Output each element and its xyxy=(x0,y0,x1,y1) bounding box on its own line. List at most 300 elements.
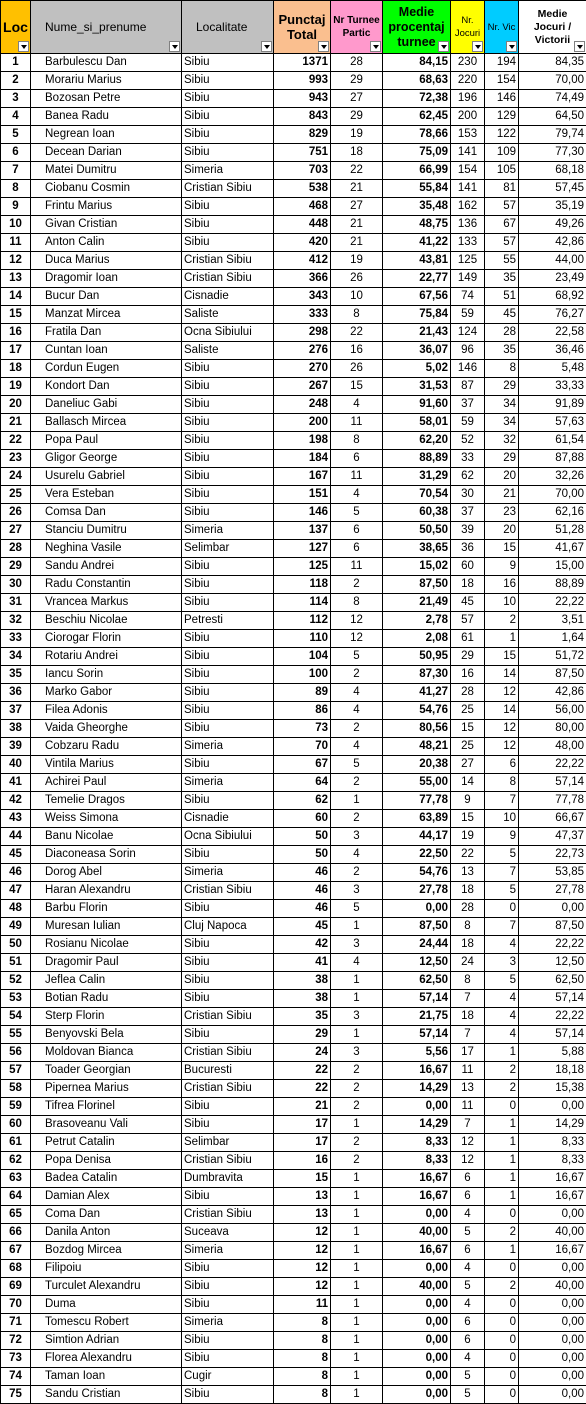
cell-average[interactable]: 35,19 xyxy=(519,198,586,216)
cell-city[interactable]: Sibiu xyxy=(182,144,274,162)
cell-average[interactable]: 32,26 xyxy=(519,468,586,486)
cell-tournaments[interactable]: 3 xyxy=(331,882,383,900)
cell-average[interactable]: 8,33 xyxy=(519,1134,586,1152)
cell-city[interactable]: Sibiu xyxy=(182,756,274,774)
cell-player-name[interactable]: Gligor George xyxy=(31,450,182,468)
cell-rank[interactable]: 65 xyxy=(1,1206,31,1224)
cell-points[interactable]: 73 xyxy=(274,720,331,738)
cell-rank[interactable]: 47 xyxy=(1,882,31,900)
cell-tournaments[interactable]: 5 xyxy=(331,504,383,522)
cell-player-name[interactable]: Turculet Alexandru xyxy=(31,1278,182,1296)
cell-player-name[interactable]: Vintila Marius xyxy=(31,756,182,774)
cell-points[interactable]: 943 xyxy=(274,90,331,108)
cell-points[interactable]: 35 xyxy=(274,1008,331,1026)
cell-tournaments[interactable]: 3 xyxy=(331,1044,383,1062)
cell-percentage[interactable]: 5,02 xyxy=(383,360,451,378)
cell-games[interactable]: 19 xyxy=(451,828,485,846)
cell-city[interactable]: Sibiu xyxy=(182,90,274,108)
cell-points[interactable]: 276 xyxy=(274,342,331,360)
cell-average[interactable]: 48,00 xyxy=(519,738,586,756)
cell-average[interactable]: 0,00 xyxy=(519,1206,586,1224)
cell-city[interactable]: Sibiu xyxy=(182,1350,274,1368)
cell-percentage[interactable]: 27,78 xyxy=(383,882,451,900)
cell-city[interactable]: Sibiu xyxy=(182,198,274,216)
cell-games[interactable]: 4 xyxy=(451,1260,485,1278)
cell-percentage[interactable]: 31,29 xyxy=(383,468,451,486)
cell-average[interactable]: 47,37 xyxy=(519,828,586,846)
cell-percentage[interactable]: 0,00 xyxy=(383,1206,451,1224)
cell-points[interactable]: 50 xyxy=(274,846,331,864)
cell-tournaments[interactable]: 12 xyxy=(331,612,383,630)
cell-wins[interactable]: 2 xyxy=(485,1080,519,1098)
cell-city[interactable]: Sibiu xyxy=(182,1098,274,1116)
cell-points[interactable]: 703 xyxy=(274,162,331,180)
cell-points[interactable]: 270 xyxy=(274,360,331,378)
cell-games[interactable]: 220 xyxy=(451,72,485,90)
cell-points[interactable]: 86 xyxy=(274,702,331,720)
cell-wins[interactable]: 2 xyxy=(485,1062,519,1080)
cell-player-name[interactable]: Benyovski Bela xyxy=(31,1026,182,1044)
cell-city[interactable]: Saliste xyxy=(182,342,274,360)
filter-dropdown-icon[interactable] xyxy=(318,41,329,52)
cell-points[interactable]: 333 xyxy=(274,306,331,324)
cell-percentage[interactable]: 84,15 xyxy=(383,54,451,72)
cell-wins[interactable]: 7 xyxy=(485,792,519,810)
cell-average[interactable]: 22,22 xyxy=(519,936,586,954)
cell-wins[interactable]: 21 xyxy=(485,486,519,504)
cell-rank[interactable]: 31 xyxy=(1,594,31,612)
cell-city[interactable]: Simeria xyxy=(182,774,274,792)
cell-wins[interactable]: 7 xyxy=(485,864,519,882)
cell-percentage[interactable]: 55,84 xyxy=(383,180,451,198)
cell-wins[interactable]: 23 xyxy=(485,504,519,522)
cell-rank[interactable]: 71 xyxy=(1,1314,31,1332)
cell-tournaments[interactable]: 4 xyxy=(331,738,383,756)
cell-tournaments[interactable]: 2 xyxy=(331,1080,383,1098)
cell-rank[interactable]: 70 xyxy=(1,1296,31,1314)
cell-points[interactable]: 127 xyxy=(274,540,331,558)
cell-games[interactable]: 39 xyxy=(451,522,485,540)
cell-wins[interactable]: 0 xyxy=(485,900,519,918)
cell-rank[interactable]: 35 xyxy=(1,666,31,684)
filter-dropdown-icon[interactable] xyxy=(574,41,585,52)
cell-player-name[interactable]: Filea Adonis xyxy=(31,702,182,720)
cell-points[interactable]: 200 xyxy=(274,414,331,432)
cell-points[interactable]: 104 xyxy=(274,648,331,666)
cell-games[interactable]: 13 xyxy=(451,864,485,882)
cell-rank[interactable]: 24 xyxy=(1,468,31,486)
cell-city[interactable]: Sibiu xyxy=(182,900,274,918)
cell-percentage[interactable]: 21,49 xyxy=(383,594,451,612)
cell-games[interactable]: 8 xyxy=(451,918,485,936)
cell-percentage[interactable]: 35,48 xyxy=(383,198,451,216)
cell-city[interactable]: Sibiu xyxy=(182,972,274,990)
cell-city[interactable]: Bucuresti xyxy=(182,1062,274,1080)
cell-city[interactable]: Sibiu xyxy=(182,558,274,576)
cell-wins[interactable]: 10 xyxy=(485,810,519,828)
cell-tournaments[interactable]: 1 xyxy=(331,972,383,990)
cell-city[interactable]: Sibiu xyxy=(182,378,274,396)
cell-tournaments[interactable]: 1 xyxy=(331,792,383,810)
cell-points[interactable]: 125 xyxy=(274,558,331,576)
cell-tournaments[interactable]: 6 xyxy=(331,450,383,468)
cell-rank[interactable]: 73 xyxy=(1,1350,31,1368)
cell-city[interactable]: Sibiu xyxy=(182,684,274,702)
cell-average[interactable]: 57,45 xyxy=(519,180,586,198)
cell-player-name[interactable]: Neghina Vasile xyxy=(31,540,182,558)
cell-games[interactable]: 17 xyxy=(451,1044,485,1062)
cell-average[interactable]: 76,27 xyxy=(519,306,586,324)
cell-tournaments[interactable]: 4 xyxy=(331,486,383,504)
cell-games[interactable]: 6 xyxy=(451,1242,485,1260)
cell-tournaments[interactable]: 8 xyxy=(331,594,383,612)
cell-rank[interactable]: 8 xyxy=(1,180,31,198)
cell-rank[interactable]: 36 xyxy=(1,684,31,702)
cell-city[interactable]: Cristian Sibiu xyxy=(182,882,274,900)
cell-tournaments[interactable]: 3 xyxy=(331,1008,383,1026)
cell-tournaments[interactable]: 1 xyxy=(331,1224,383,1242)
cell-tournaments[interactable]: 27 xyxy=(331,90,383,108)
cell-rank[interactable]: 39 xyxy=(1,738,31,756)
cell-rank[interactable]: 68 xyxy=(1,1260,31,1278)
cell-points[interactable]: 118 xyxy=(274,576,331,594)
cell-wins[interactable]: 32 xyxy=(485,432,519,450)
cell-rank[interactable]: 19 xyxy=(1,378,31,396)
cell-percentage[interactable]: 48,21 xyxy=(383,738,451,756)
cell-city[interactable]: Sibiu xyxy=(182,936,274,954)
cell-percentage[interactable]: 0,00 xyxy=(383,1350,451,1368)
cell-average[interactable]: 36,46 xyxy=(519,342,586,360)
cell-rank[interactable]: 20 xyxy=(1,396,31,414)
cell-percentage[interactable]: 8,33 xyxy=(383,1134,451,1152)
cell-player-name[interactable]: Diaconeasa Sorin xyxy=(31,846,182,864)
cell-rank[interactable]: 1 xyxy=(1,54,31,72)
cell-tournaments[interactable]: 18 xyxy=(331,144,383,162)
cell-tournaments[interactable]: 1 xyxy=(331,1350,383,1368)
cell-player-name[interactable]: Cordun Eugen xyxy=(31,360,182,378)
cell-rank[interactable]: 17 xyxy=(1,342,31,360)
cell-city[interactable]: Sibiu xyxy=(182,1188,274,1206)
cell-wins[interactable]: 29 xyxy=(485,450,519,468)
cell-player-name[interactable]: Dorog Abel xyxy=(31,864,182,882)
cell-points[interactable]: 38 xyxy=(274,972,331,990)
cell-games[interactable]: 154 xyxy=(451,162,485,180)
cell-percentage[interactable]: 48,75 xyxy=(383,216,451,234)
cell-tournaments[interactable]: 1 xyxy=(331,1260,383,1278)
cell-wins[interactable]: 35 xyxy=(485,342,519,360)
cell-wins[interactable]: 28 xyxy=(485,324,519,342)
cell-tournaments[interactable]: 8 xyxy=(331,306,383,324)
cell-rank[interactable]: 59 xyxy=(1,1098,31,1116)
cell-tournaments[interactable]: 1 xyxy=(331,1116,383,1134)
cell-points[interactable]: 12 xyxy=(274,1278,331,1296)
cell-average[interactable]: 56,00 xyxy=(519,702,586,720)
cell-city[interactable]: Cluj Napoca xyxy=(182,918,274,936)
cell-points[interactable]: 16 xyxy=(274,1152,331,1170)
cell-wins[interactable]: 0 xyxy=(485,1332,519,1350)
cell-tournaments[interactable]: 1 xyxy=(331,990,383,1008)
cell-player-name[interactable]: Ciobanu Cosmin xyxy=(31,180,182,198)
cell-wins[interactable]: 15 xyxy=(485,540,519,558)
cell-points[interactable]: 12 xyxy=(274,1224,331,1242)
cell-tournaments[interactable]: 1 xyxy=(331,1386,383,1404)
cell-city[interactable]: Cristian Sibiu xyxy=(182,252,274,270)
cell-rank[interactable]: 28 xyxy=(1,540,31,558)
cell-percentage[interactable]: 38,65 xyxy=(383,540,451,558)
cell-points[interactable]: 248 xyxy=(274,396,331,414)
cell-games[interactable]: 6 xyxy=(451,1188,485,1206)
cell-average[interactable]: 16,67 xyxy=(519,1242,586,1260)
cell-games[interactable]: 11 xyxy=(451,1098,485,1116)
cell-tournaments[interactable]: 12 xyxy=(331,630,383,648)
cell-city[interactable]: Simeria xyxy=(182,522,274,540)
cell-tournaments[interactable]: 1 xyxy=(331,1170,383,1188)
cell-percentage[interactable]: 0,00 xyxy=(383,1314,451,1332)
cell-percentage[interactable]: 77,78 xyxy=(383,792,451,810)
cell-percentage[interactable]: 24,44 xyxy=(383,936,451,954)
cell-tournaments[interactable]: 22 xyxy=(331,162,383,180)
cell-wins[interactable]: 29 xyxy=(485,378,519,396)
cell-rank[interactable]: 4 xyxy=(1,108,31,126)
cell-city[interactable]: Cristian Sibiu xyxy=(182,1206,274,1224)
cell-average[interactable]: 77,30 xyxy=(519,144,586,162)
cell-player-name[interactable]: Florea Alexandru xyxy=(31,1350,182,1368)
cell-city[interactable]: Cristian Sibiu xyxy=(182,1044,274,1062)
cell-average[interactable]: 15,00 xyxy=(519,558,586,576)
cell-city[interactable]: Sibiu xyxy=(182,666,274,684)
filter-dropdown-icon[interactable] xyxy=(438,41,449,52)
cell-wins[interactable]: 45 xyxy=(485,306,519,324)
cell-percentage[interactable]: 0,00 xyxy=(383,1260,451,1278)
cell-rank[interactable]: 37 xyxy=(1,702,31,720)
cell-percentage[interactable]: 43,81 xyxy=(383,252,451,270)
cell-rank[interactable]: 44 xyxy=(1,828,31,846)
cell-tournaments[interactable]: 27 xyxy=(331,198,383,216)
cell-games[interactable]: 37 xyxy=(451,504,485,522)
cell-average[interactable]: 57,14 xyxy=(519,1026,586,1044)
cell-wins[interactable]: 146 xyxy=(485,90,519,108)
cell-wins[interactable]: 194 xyxy=(485,54,519,72)
cell-tournaments[interactable]: 21 xyxy=(331,234,383,252)
cell-average[interactable]: 70,00 xyxy=(519,486,586,504)
cell-average[interactable]: 1,64 xyxy=(519,630,586,648)
cell-points[interactable]: 993 xyxy=(274,72,331,90)
cell-rank[interactable]: 16 xyxy=(1,324,31,342)
cell-percentage[interactable]: 58,01 xyxy=(383,414,451,432)
cell-games[interactable]: 9 xyxy=(451,792,485,810)
cell-games[interactable]: 28 xyxy=(451,684,485,702)
cell-rank[interactable]: 2 xyxy=(1,72,31,90)
cell-wins[interactable]: 14 xyxy=(485,666,519,684)
cell-percentage[interactable]: 62,45 xyxy=(383,108,451,126)
cell-average[interactable]: 57,63 xyxy=(519,414,586,432)
cell-city[interactable]: Selimbar xyxy=(182,1134,274,1152)
cell-wins[interactable]: 7 xyxy=(485,918,519,936)
cell-city[interactable]: Sibiu xyxy=(182,1278,274,1296)
cell-average[interactable]: 23,49 xyxy=(519,270,586,288)
cell-percentage[interactable]: 15,02 xyxy=(383,558,451,576)
cell-wins[interactable]: 1 xyxy=(485,1044,519,1062)
cell-games[interactable]: 146 xyxy=(451,360,485,378)
cell-tournaments[interactable]: 2 xyxy=(331,666,383,684)
cell-wins[interactable]: 14 xyxy=(485,702,519,720)
cell-average[interactable]: 16,67 xyxy=(519,1188,586,1206)
cell-player-name[interactable]: Givan Cristian xyxy=(31,216,182,234)
cell-games[interactable]: 36 xyxy=(451,540,485,558)
cell-percentage[interactable]: 12,50 xyxy=(383,954,451,972)
cell-wins[interactable]: 4 xyxy=(485,990,519,1008)
cell-percentage[interactable]: 78,66 xyxy=(383,126,451,144)
cell-games[interactable]: 124 xyxy=(451,324,485,342)
cell-average[interactable]: 51,28 xyxy=(519,522,586,540)
cell-player-name[interactable]: Sandu Andrei xyxy=(31,558,182,576)
cell-average[interactable]: 62,50 xyxy=(519,972,586,990)
cell-tournaments[interactable]: 5 xyxy=(331,900,383,918)
cell-games[interactable]: 153 xyxy=(451,126,485,144)
cell-games[interactable]: 136 xyxy=(451,216,485,234)
cell-tournaments[interactable]: 2 xyxy=(331,1062,383,1080)
cell-percentage[interactable]: 87,30 xyxy=(383,666,451,684)
cell-tournaments[interactable]: 15 xyxy=(331,378,383,396)
cell-games[interactable]: 45 xyxy=(451,594,485,612)
cell-percentage[interactable]: 20,38 xyxy=(383,756,451,774)
cell-games[interactable]: 7 xyxy=(451,990,485,1008)
cell-player-name[interactable]: Achirei Paul xyxy=(31,774,182,792)
cell-games[interactable]: 7 xyxy=(451,1116,485,1134)
cell-games[interactable]: 62 xyxy=(451,468,485,486)
cell-games[interactable]: 87 xyxy=(451,378,485,396)
cell-rank[interactable]: 54 xyxy=(1,1008,31,1026)
cell-average[interactable]: 3,51 xyxy=(519,612,586,630)
cell-percentage[interactable]: 36,07 xyxy=(383,342,451,360)
cell-points[interactable]: 29 xyxy=(274,1026,331,1044)
cell-wins[interactable]: 57 xyxy=(485,198,519,216)
cell-points[interactable]: 412 xyxy=(274,252,331,270)
cell-rank[interactable]: 34 xyxy=(1,648,31,666)
cell-points[interactable]: 151 xyxy=(274,486,331,504)
cell-rank[interactable]: 33 xyxy=(1,630,31,648)
cell-average[interactable]: 87,50 xyxy=(519,666,586,684)
cell-tournaments[interactable]: 11 xyxy=(331,558,383,576)
cell-games[interactable]: 18 xyxy=(451,1008,485,1026)
cell-average[interactable]: 64,50 xyxy=(519,108,586,126)
cell-points[interactable]: 137 xyxy=(274,522,331,540)
cell-rank[interactable]: 75 xyxy=(1,1386,31,1404)
cell-percentage[interactable]: 21,43 xyxy=(383,324,451,342)
cell-wins[interactable]: 0 xyxy=(485,1386,519,1404)
cell-city[interactable]: Sibiu xyxy=(182,1260,274,1278)
cell-rank[interactable]: 67 xyxy=(1,1242,31,1260)
cell-average[interactable]: 33,33 xyxy=(519,378,586,396)
cell-percentage[interactable]: 62,20 xyxy=(383,432,451,450)
cell-wins[interactable]: 51 xyxy=(485,288,519,306)
cell-points[interactable]: 167 xyxy=(274,468,331,486)
cell-percentage[interactable]: 67,56 xyxy=(383,288,451,306)
cell-percentage[interactable]: 14,29 xyxy=(383,1080,451,1098)
cell-wins[interactable]: 0 xyxy=(485,1314,519,1332)
cell-city[interactable]: Sibiu xyxy=(182,1296,274,1314)
cell-rank[interactable]: 58 xyxy=(1,1080,31,1098)
filter-dropdown-icon[interactable] xyxy=(370,41,381,52)
cell-rank[interactable]: 38 xyxy=(1,720,31,738)
cell-games[interactable]: 5 xyxy=(451,1224,485,1242)
cell-average[interactable]: 49,26 xyxy=(519,216,586,234)
cell-points[interactable]: 538 xyxy=(274,180,331,198)
cell-games[interactable]: 12 xyxy=(451,1152,485,1170)
cell-player-name[interactable]: Marko Gabor xyxy=(31,684,182,702)
cell-average[interactable]: 27,78 xyxy=(519,882,586,900)
cell-average[interactable]: 53,85 xyxy=(519,864,586,882)
cell-city[interactable]: Sibiu xyxy=(182,468,274,486)
cell-tournaments[interactable]: 4 xyxy=(331,396,383,414)
cell-games[interactable]: 4 xyxy=(451,1296,485,1314)
cell-wins[interactable]: 0 xyxy=(485,1260,519,1278)
cell-percentage[interactable]: 66,99 xyxy=(383,162,451,180)
cell-player-name[interactable]: Jeflea Calin xyxy=(31,972,182,990)
cell-percentage[interactable]: 41,27 xyxy=(383,684,451,702)
cell-percentage[interactable]: 2,78 xyxy=(383,612,451,630)
cell-wins[interactable]: 154 xyxy=(485,72,519,90)
cell-points[interactable]: 184 xyxy=(274,450,331,468)
cell-points[interactable]: 12 xyxy=(274,1242,331,1260)
cell-city[interactable]: Sibiu xyxy=(182,1332,274,1350)
cell-player-name[interactable]: Toader Georgian xyxy=(31,1062,182,1080)
cell-rank[interactable]: 53 xyxy=(1,990,31,1008)
cell-player-name[interactable]: Muresan Iulian xyxy=(31,918,182,936)
cell-wins[interactable]: 1 xyxy=(485,1242,519,1260)
cell-points[interactable]: 60 xyxy=(274,810,331,828)
cell-tournaments[interactable]: 1 xyxy=(331,1368,383,1386)
cell-player-name[interactable]: Ballasch Mircea xyxy=(31,414,182,432)
cell-points[interactable]: 448 xyxy=(274,216,331,234)
cell-player-name[interactable]: Cuntan Ioan xyxy=(31,342,182,360)
cell-games[interactable]: 6 xyxy=(451,1170,485,1188)
cell-rank[interactable]: 56 xyxy=(1,1044,31,1062)
cell-rank[interactable]: 21 xyxy=(1,414,31,432)
cell-city[interactable]: Sibiu xyxy=(182,504,274,522)
cell-percentage[interactable]: 22,77 xyxy=(383,270,451,288)
cell-rank[interactable]: 25 xyxy=(1,486,31,504)
cell-average[interactable]: 15,38 xyxy=(519,1080,586,1098)
cell-rank[interactable]: 55 xyxy=(1,1026,31,1044)
cell-tournaments[interactable]: 26 xyxy=(331,360,383,378)
cell-points[interactable]: 17 xyxy=(274,1134,331,1152)
cell-percentage[interactable]: 70,54 xyxy=(383,486,451,504)
cell-tournaments[interactable]: 1 xyxy=(331,918,383,936)
cell-rank[interactable]: 52 xyxy=(1,972,31,990)
cell-city[interactable]: Sibiu xyxy=(182,576,274,594)
cell-points[interactable]: 50 xyxy=(274,828,331,846)
cell-average[interactable]: 87,88 xyxy=(519,450,586,468)
cell-percentage[interactable]: 0,00 xyxy=(383,1368,451,1386)
cell-games[interactable]: 57 xyxy=(451,612,485,630)
cell-games[interactable]: 25 xyxy=(451,702,485,720)
cell-points[interactable]: 22 xyxy=(274,1062,331,1080)
cell-tournaments[interactable]: 21 xyxy=(331,180,383,198)
cell-city[interactable]: Suceava xyxy=(182,1224,274,1242)
cell-city[interactable]: Sibiu xyxy=(182,648,274,666)
cell-average[interactable]: 68,18 xyxy=(519,162,586,180)
cell-player-name[interactable]: Frintu Marius xyxy=(31,198,182,216)
cell-player-name[interactable]: Simtion Adrian xyxy=(31,1332,182,1350)
cell-wins[interactable]: 20 xyxy=(485,522,519,540)
cell-wins[interactable]: 0 xyxy=(485,1098,519,1116)
cell-player-name[interactable]: Rosianu Nicolae xyxy=(31,936,182,954)
cell-games[interactable]: 59 xyxy=(451,414,485,432)
cell-tournaments[interactable]: 2 xyxy=(331,1152,383,1170)
cell-city[interactable]: Sibiu xyxy=(182,432,274,450)
cell-average[interactable]: 66,67 xyxy=(519,810,586,828)
